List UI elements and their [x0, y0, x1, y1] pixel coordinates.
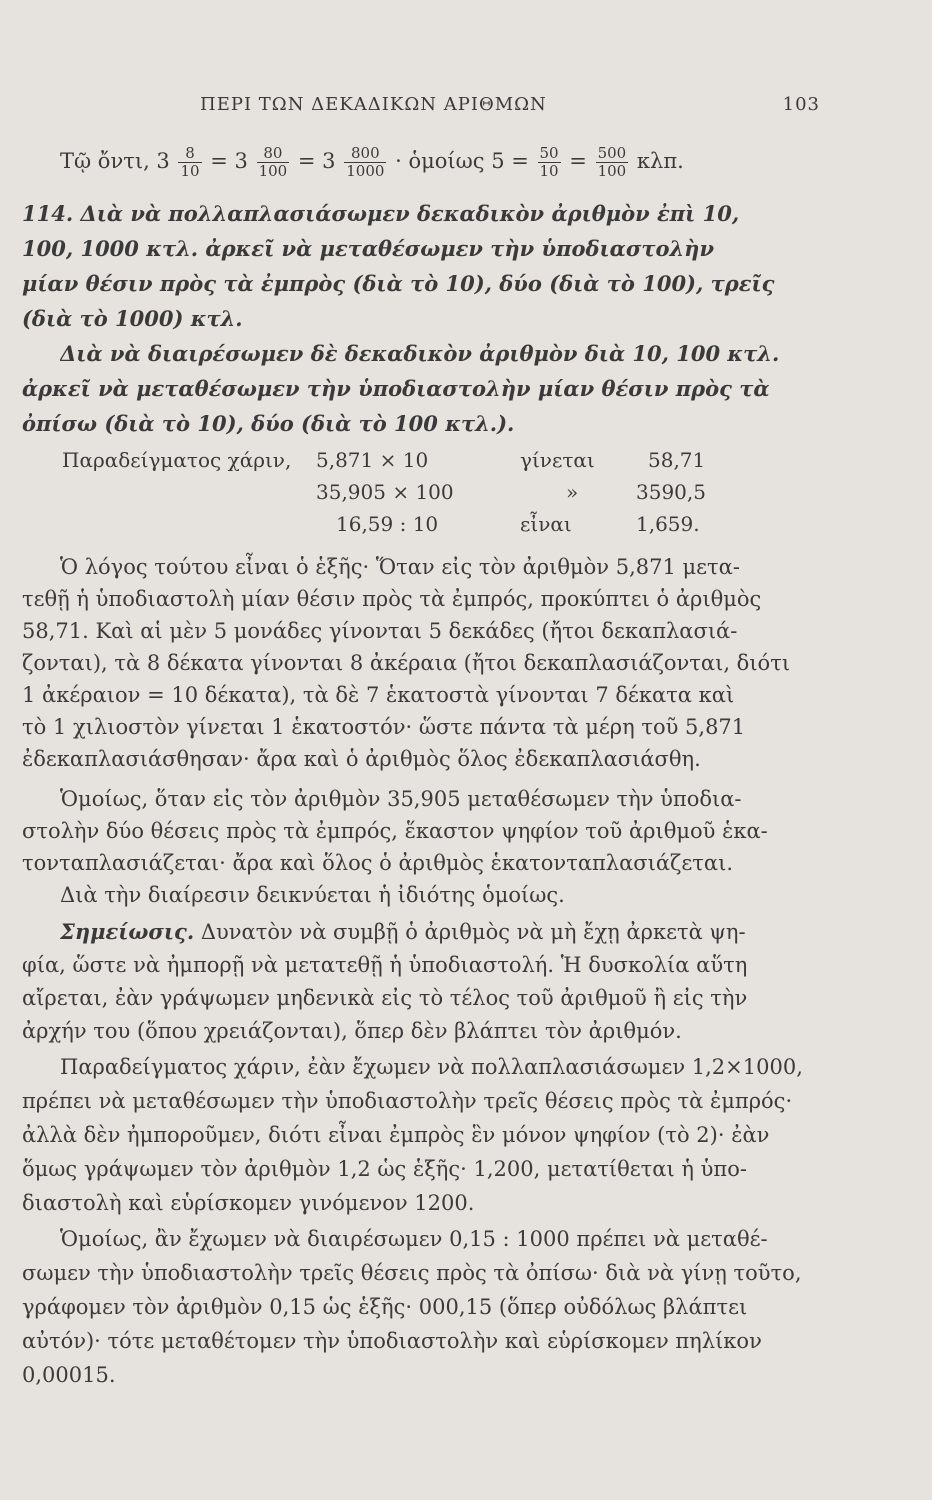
equals: = 3 [210, 149, 248, 173]
example-result: 3590,5 [636, 480, 706, 504]
body-line: 1 ἀκέραιον = 10 δέκατα), τὰ δὲ 7 ἑκατοστὰ γίνονται 7 δέκατα καὶ [22, 683, 735, 707]
equals: = 3 [297, 149, 336, 173]
denominator: 100 [258, 162, 288, 180]
body-line: τεθῇ ἡ ὑποδιαστολὴ μίαν θέσιν πρὸς τὰ ἐμπρός, προκύπτει ὁ ἀριθμὸς [22, 587, 762, 611]
example-verb: » [566, 480, 579, 504]
note-line: σωμεν τὴν ὑποδιαστολὴν τρεῖς θέσεις πρὸς τὰ ὀπίσω· διὰ νὰ γίνῃ τοῦτο, [22, 1261, 802, 1285]
note-line: αἴρεται, ἐὰν γράψωμεν μηδενικὰ εἰς τὸ τέλος τοῦ ἀριθμοῦ ἢ εἰς τὴν [22, 986, 748, 1010]
note-line: ἀλλὰ δὲν ἠμποροῦμεν, διότι εἶναι ἐμπρὸς ἓν μόνον ψηφίον (τὸ 2)· ἐὰν [22, 1123, 770, 1147]
numerator: 800 [344, 145, 386, 163]
body-line: Διὰ τὴν διαίρεσιν δεικνύεται ἡ ἰδιότης ὁμοίως. [60, 883, 565, 907]
rule-line: (διὰ τὸ 1000) κτλ. [22, 306, 243, 331]
denominator: 10 [539, 162, 559, 180]
equals: = [569, 149, 587, 173]
rule-line: μίαν θέσιν πρὸς τὰ ἐμπρὸς (διὰ τὸ 10), δύο (διὰ τὸ 100), τρεῖς [22, 271, 775, 296]
examples-lead: Παραδείγματος χάριν, [62, 448, 292, 472]
rule-line: Διὰ νὰ διαιρέσωμεν δὲ δεκαδικὸν ἀριθμὸν διὰ 10, 100 κτλ. [60, 341, 780, 366]
equation-mid: · ὁμοίως 5 = [395, 149, 529, 173]
body-line: 58,71. Καὶ αἱ μὲν 5 μονάδες γίνονται 5 δεκάδες (ἤτοι δεκαπλασιά- [22, 619, 738, 643]
body-line: τονταπλασιάζεται· ἄρα καὶ ὅλος ὁ ἀριθμὸς ἑκατονταπλασιάζεται. [22, 851, 734, 875]
note-text: Δυνατὸν νὰ συμβῇ ὁ ἀριθμὸς νὰ μὴ ἔχῃ ἀρκετὰ ψη- [200, 920, 746, 944]
numerator: 50 [539, 144, 559, 162]
example-verb: εἶναι [520, 512, 572, 536]
rule-line: ὀπίσω (διὰ τὸ 10), δύο (διὰ τὸ 100 κτλ.). [22, 411, 515, 436]
note-first-line [60, 917, 830, 947]
example-expression: 16,59 : 10 [336, 512, 439, 536]
equation-lead: Τῷ ὄντι, 3 [60, 149, 170, 173]
fraction-equation [60, 140, 840, 182]
fraction [257, 145, 290, 180]
note-line: πρέπει νὰ μεταθέσωμεν τὴν ὑποδιαστολὴν τρεῖς θέσεις πρὸς τὰ ἐμπρός· [22, 1089, 793, 1113]
rule-line: 114. Διὰ νὰ πολλαπλασιάσωμεν δεκαδικὸν ἀριθμὸν ἐπὶ 10, [22, 201, 740, 226]
fraction [178, 145, 201, 180]
example-verb: γίνεται [520, 448, 595, 472]
rule-line: ἀρκεῖ νὰ μεταθέσωμεν τὴν ὑποδιαστολὴν μίαν θέσιν πρὸς τὰ [22, 376, 770, 401]
note-line: γράφομεν τὸν ἀριθμὸν 0,15 ὡς ἑξῆς· 000,15 (ὅπερ οὐδόλως βλάπτει [22, 1295, 748, 1319]
note-line: 0,00015. [22, 1363, 116, 1387]
note-line: Παραδείγματος χάριν, ἐὰν ἔχωμεν νὰ πολλαπλασιάσωμεν 1,2×1000, [60, 1055, 803, 1079]
note-line: Ὁμοίως, ἂν ἔχωμεν νὰ διαιρέσωμεν 0,15 : 1000 πρέπει νὰ μεταθέ- [60, 1227, 768, 1251]
numerator: 500 [597, 144, 627, 162]
header-title: ΠΕΡΙ ΤΩΝ ΔΕΚΑΔΙΚΩΝ ΑΡΙΘΜΩΝ [200, 94, 547, 115]
fraction [596, 145, 629, 180]
body-line: τὸ 1 χιλιοστὸν γίνεται 1 ἑκατοστόν· ὥστε πάντα τὰ μέρη τοῦ 5,871 [22, 715, 746, 739]
fraction [538, 145, 561, 180]
fraction [344, 145, 386, 180]
body-line: στολὴν δύο θέσεις πρὸς τὰ ἐμπρός, ἕκαστον ψηφίον τοῦ ἀριθμοῦ ἑκα- [22, 819, 768, 843]
body-line: Ὁμοίως, ὅταν εἰς τὸν ἀριθμὸν 35,905 μεταθέσωμεν τὴν ὑποδια- [60, 787, 742, 811]
denominator: 10 [180, 162, 200, 180]
example-expression: 35,905 × 100 [316, 480, 454, 504]
body-line: Ὁ λόγος τούτου εἶναι ὁ ἑξῆς· Ὅταν εἰς τὸν ἀριθμὸν 5,871 μετα- [60, 555, 740, 579]
page-number: 103 [782, 94, 820, 115]
note-line: αὐτόν)· τότε μεταθέτομεν τὴν ὑποδιαστολὴν καὶ εὑρίσκομεν πηλίκον [22, 1329, 762, 1353]
body-line: ἐδεκαπλασιάσθησαν· ἄρα καὶ ὁ ἀριθμὸς ὅλος ἐδεκαπλασιάσθη. [22, 747, 701, 771]
denominator: 100 [597, 162, 627, 180]
example-expression: 5,871 × 10 [316, 448, 429, 472]
denominator: 1000 [346, 162, 385, 180]
note-line: φία, ὥστε νὰ ἠμπορῇ νὰ μετατεθῇ ἡ ὑποδιαστολή. Ἡ δυσκολία αὕτη [22, 953, 748, 977]
equation-tail: κλπ. [636, 149, 684, 173]
note-line: ἀρχήν του (ὅπου χρειάζονται), ὅπερ δὲν βλάπτει τὸν ἀριθμόν. [22, 1019, 682, 1043]
note-line: διαστολὴ καὶ εὑρίσκομεν γινόμενον 1200. [22, 1191, 475, 1215]
note-line: ὅμως γράψωμεν τὸν ἀριθμὸν 1,2 ὡς ἑξῆς· 1,200, μετατίθεται ἡ ὑπο- [22, 1157, 747, 1181]
rule-line: 100, 1000 κτλ. ἀρκεῖ νὰ μεταθέσωμεν τὴν ὑποδιαστολὴν [22, 236, 715, 261]
example-result: 1,659. [636, 512, 700, 536]
body-line: ζονται), τὰ 8 δέκατα γίνονται 8 ἀκέραια (ἤτοι δεκαπλασιάζονται, διότι [22, 651, 791, 675]
example-result: 58,71 [648, 448, 706, 472]
numerator: 8 [178, 145, 201, 163]
note-label: Σημείωσις. [60, 919, 195, 944]
numerator: 80 [257, 145, 290, 163]
